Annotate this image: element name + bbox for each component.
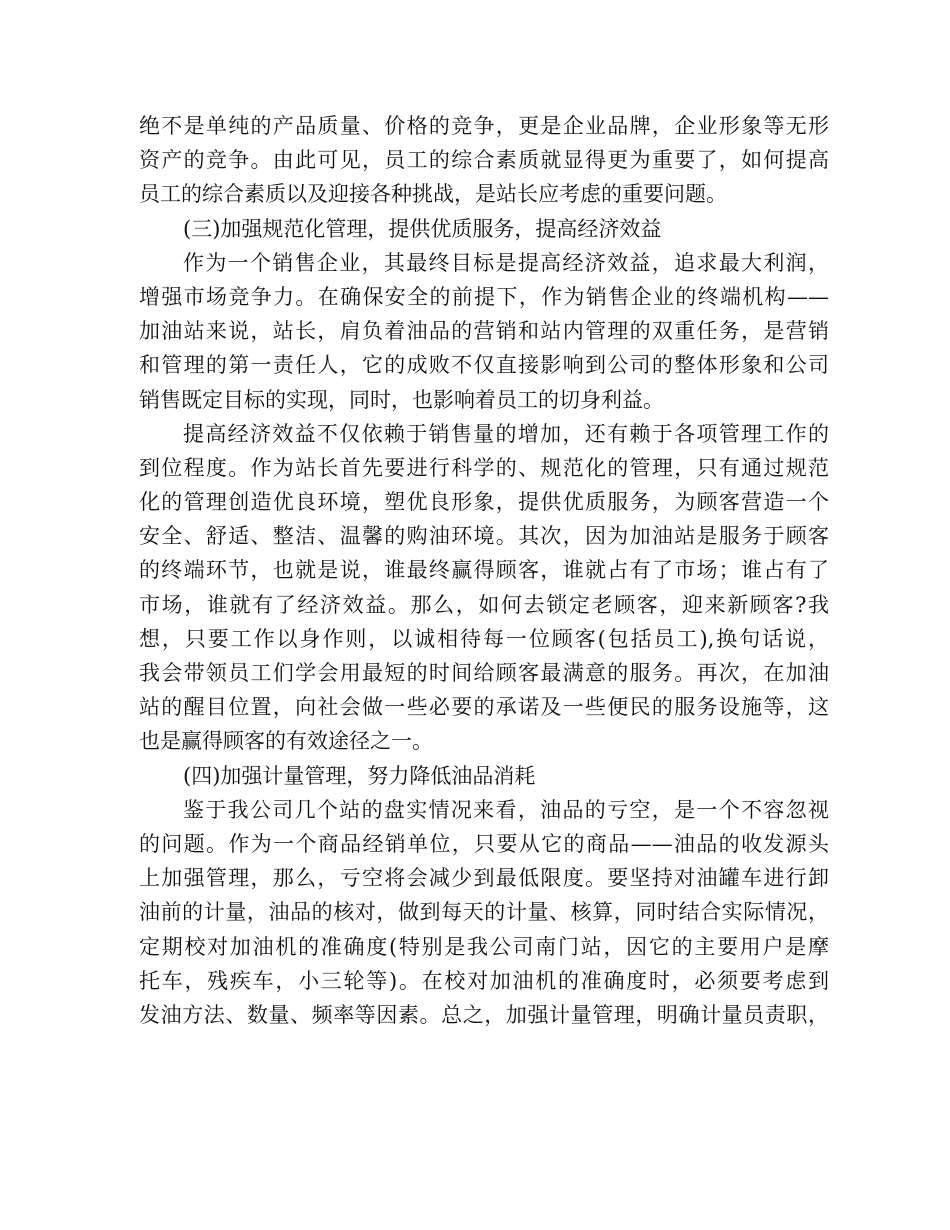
text-line: 上加强管理，那么，亏空将会减少到最低限度。要坚持对油罐车进行卸 xyxy=(139,866,829,891)
text-line: 我会带领员工们学会用最短的时间给顾客最满意的服务。再次，在加油 xyxy=(139,661,829,685)
text-line: 增强市场竞争力。在确保安全的前提下，作为销售企业的终端机构—— xyxy=(139,284,829,309)
text-line: 站的醒目位置，向社会做一些必要的承诺及一些便民的服务设施等，这 xyxy=(139,695,829,720)
paragraph xyxy=(139,246,829,417)
document-body xyxy=(139,109,829,1032)
text-line: 想，只要工作以身作则，以诚相待每一位顾客(包括员工),换句话说， xyxy=(139,626,829,651)
text-line: 托车，残疾车，小三轮等)。在校对加油机的准确度时，必须要考虑到 xyxy=(139,968,829,993)
text-line: 销售既定目标的实现，同时，也影响着员工的切身利益。 xyxy=(139,387,664,412)
text-line: 化的管理创造优良环境，塑优良形象，提供优质服务，为顾客营造一个 xyxy=(139,490,829,515)
paragraph xyxy=(139,109,829,212)
text-line: 安全、舒适、整洁、温馨的购油环境。其次，因为加油站是服务于顾客 xyxy=(139,524,829,549)
text-line: 油前的计量，油品的核对，做到每天的计量、核算，同时结合实际情况， xyxy=(139,900,829,925)
text-line: (四)加强计量管理，努力降低油品消耗 xyxy=(183,763,536,788)
text-line: 定期校对加油机的准确度(特别是我公司南门站，因它的主要用户是摩 xyxy=(139,934,829,959)
section-heading xyxy=(139,212,829,246)
text-line: 鉴于我公司几个站的盘实情况来看，油品的亏空，是一个不容忽视 xyxy=(183,797,829,822)
text-line: 绝不是单纯的产品质量、价格的竞争，更是企业品牌，企业形象等无形 xyxy=(139,114,829,138)
text-line: 加油站来说，站长，肩负着油品的营销和站内管理的双重任务，是营销 xyxy=(139,319,829,344)
paragraph xyxy=(139,417,829,759)
text-line: 市场，谁就有了经济效益。那么，如何去锁定老顾客，迎来新顾客?我 xyxy=(139,592,829,617)
text-line: 的问题。作为一个商品经销单位，只要从它的商品——油品的收发源头 xyxy=(139,831,829,856)
text-line: 发油方法、数量、频率等因素。总之，加强计量管理，明确计量员责职， xyxy=(139,1002,829,1027)
text-line: 提高经济效益不仅依赖于销售量的增加，还有赖于各项管理工作的 xyxy=(183,421,829,446)
text-line: 到位程度。作为站长首先要进行科学的、规范化的管理，只有通过规范 xyxy=(139,455,829,480)
text-line: 也是赢得顾客的有效途径之一。 xyxy=(139,729,433,754)
text-line: 的终端环节，也就是说，谁最终赢得顾客，谁就占有了市场；谁占有了 xyxy=(139,558,829,583)
text-line: (三)加强规范化管理，提供优质服务，提高经济效益 xyxy=(183,216,662,241)
section-heading xyxy=(139,759,829,793)
text-line: 和管理的第一责任人，它的成败不仅直接影响到公司的整体形象和公司 xyxy=(139,353,829,378)
text-line: 作为一个销售企业，其最终目标是提高经济效益，追求最大利润， xyxy=(183,250,829,275)
paragraph xyxy=(139,793,829,1032)
text-line: 员工的综合素质以及迎接各种挑战，是站长应考虑的重要问题。 xyxy=(139,182,727,207)
text-line: 资产的竞争。由此可见，员工的综合素质就显得更为重要了，如何提高 xyxy=(139,148,829,173)
